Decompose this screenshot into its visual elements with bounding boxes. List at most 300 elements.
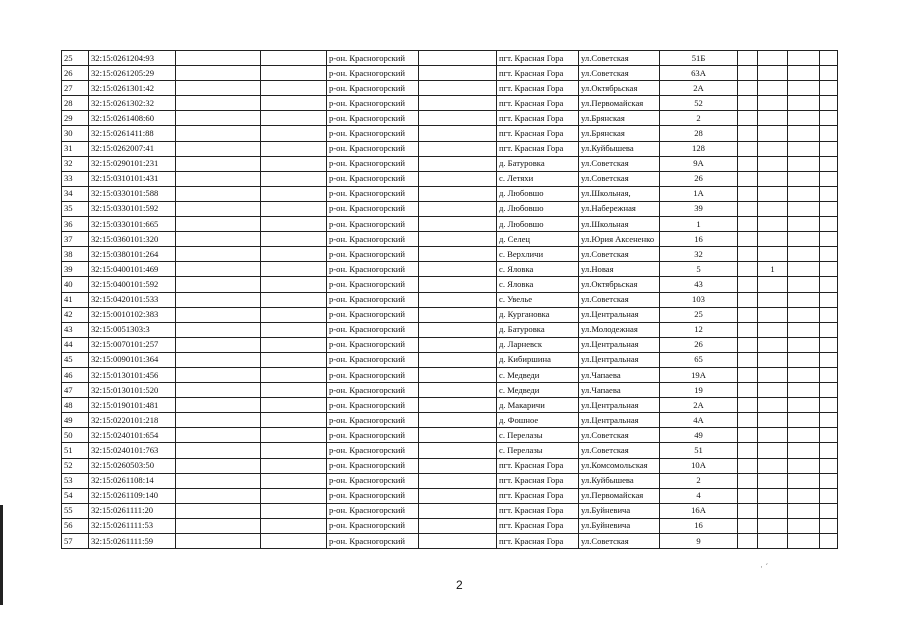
district-cell: р-он. Красногорский — [327, 201, 419, 216]
cadastral-number-cell: 32:15:0261111:20 — [89, 503, 176, 518]
empty-cell — [176, 141, 261, 156]
extra-mark-cell — [758, 186, 788, 201]
empty-cell — [738, 247, 758, 262]
street-cell: ул.Первомайская — [579, 96, 660, 111]
cadastral-number-cell: 32:15:0400101:592 — [89, 277, 176, 292]
empty-cell — [261, 66, 327, 81]
empty-cell — [820, 126, 838, 141]
street-cell: ул.Буйневича — [579, 503, 660, 518]
empty-cell — [820, 473, 838, 488]
empty-cell — [738, 503, 758, 518]
empty-cell — [788, 81, 820, 96]
empty-cell — [176, 443, 261, 458]
house-number-cell: 128 — [660, 141, 738, 156]
empty-cell — [419, 81, 497, 96]
locality-cell: с. Перелазы — [497, 428, 579, 443]
district-cell: р-он. Красногорский — [327, 322, 419, 337]
extra-mark-cell — [758, 337, 788, 352]
house-number-cell: 16 — [660, 518, 738, 533]
cadastral-number-cell: 32:15:0290101:231 — [89, 156, 176, 171]
street-cell: ул.Буйневича — [579, 518, 660, 533]
empty-cell — [738, 81, 758, 96]
empty-cell — [820, 307, 838, 322]
table-row — [62, 292, 838, 307]
empty-cell — [820, 96, 838, 111]
empty-cell — [788, 201, 820, 216]
street-cell: ул.Октябрьская — [579, 81, 660, 96]
empty-cell — [788, 51, 820, 66]
extra-mark-cell — [758, 66, 788, 81]
empty-cell — [738, 126, 758, 141]
empty-cell — [738, 66, 758, 81]
row-number-cell: 40 — [62, 277, 89, 292]
empty-cell — [820, 428, 838, 443]
extra-mark-cell — [758, 307, 788, 322]
district-cell: р-он. Красногорский — [327, 277, 419, 292]
empty-cell — [820, 81, 838, 96]
locality-cell: пгт. Красная Гора — [497, 473, 579, 488]
row-number-cell: 37 — [62, 232, 89, 247]
table-row — [62, 201, 838, 216]
street-cell: ул.Советская — [579, 534, 660, 549]
table-row — [62, 262, 838, 277]
cadastral-number-cell: 32:15:0261111:59 — [89, 534, 176, 549]
empty-cell — [788, 156, 820, 171]
district-cell: р-он. Красногорский — [327, 186, 419, 201]
empty-cell — [788, 186, 820, 201]
empty-cell — [788, 518, 820, 533]
empty-cell — [261, 383, 327, 398]
empty-cell — [176, 186, 261, 201]
cadastral-number-cell: 32:15:0261205:29 — [89, 66, 176, 81]
district-cell: р-он. Красногорский — [327, 66, 419, 81]
empty-cell — [820, 156, 838, 171]
street-cell: ул.Советская — [579, 443, 660, 458]
empty-cell — [419, 398, 497, 413]
property-registry-table — [61, 50, 838, 549]
table-row — [62, 156, 838, 171]
empty-cell — [788, 66, 820, 81]
extra-mark-cell — [758, 51, 788, 66]
extra-mark-cell — [758, 232, 788, 247]
empty-cell — [788, 322, 820, 337]
table-row — [62, 51, 838, 66]
empty-cell — [419, 111, 497, 126]
empty-cell — [820, 277, 838, 292]
district-cell: р-он. Красногорский — [327, 217, 419, 232]
row-number-cell: 31 — [62, 141, 89, 156]
empty-cell — [176, 156, 261, 171]
locality-cell: пгт. Красная Гора — [497, 51, 579, 66]
row-number-cell: 35 — [62, 201, 89, 216]
table-row — [62, 337, 838, 352]
row-number-cell: 27 — [62, 81, 89, 96]
street-cell: ул.Юрия Аксененко — [579, 232, 660, 247]
street-cell: ул.Чапаева — [579, 383, 660, 398]
locality-cell: с. Яловка — [497, 262, 579, 277]
street-cell: ул.Первомайская — [579, 488, 660, 503]
cadastral-number-cell: 32:15:0130101:456 — [89, 367, 176, 382]
empty-cell — [738, 352, 758, 367]
empty-cell — [176, 458, 261, 473]
empty-cell — [738, 413, 758, 428]
empty-cell — [820, 367, 838, 382]
empty-cell — [788, 398, 820, 413]
extra-mark-cell — [758, 171, 788, 186]
extra-mark-cell — [758, 292, 788, 307]
empty-cell — [261, 488, 327, 503]
street-cell: ул.Брянская — [579, 111, 660, 126]
extra-mark-cell: 1 — [758, 262, 788, 277]
extra-mark-cell — [758, 277, 788, 292]
empty-cell — [261, 186, 327, 201]
extra-mark-cell — [758, 488, 788, 503]
empty-cell — [419, 367, 497, 382]
district-cell: р-он. Красногорский — [327, 458, 419, 473]
empty-cell — [788, 367, 820, 382]
cadastral-number-cell: 32:15:0330101:665 — [89, 217, 176, 232]
row-number-cell: 38 — [62, 247, 89, 262]
district-cell: р-он. Красногорский — [327, 488, 419, 503]
empty-cell — [788, 473, 820, 488]
cadastral-number-cell: 32:15:0380101:264 — [89, 247, 176, 262]
cadastral-number-cell: 32:15:0260503:50 — [89, 458, 176, 473]
empty-cell — [788, 171, 820, 186]
empty-cell — [820, 186, 838, 201]
extra-mark-cell — [758, 201, 788, 216]
row-number-cell: 51 — [62, 443, 89, 458]
district-cell: р-он. Красногорский — [327, 247, 419, 262]
table-row — [62, 96, 838, 111]
empty-cell — [176, 428, 261, 443]
empty-cell — [176, 232, 261, 247]
table-row — [62, 307, 838, 322]
house-number-cell: 26 — [660, 337, 738, 352]
row-number-cell: 49 — [62, 413, 89, 428]
house-number-cell: 43 — [660, 277, 738, 292]
empty-cell — [788, 458, 820, 473]
house-number-cell: 19А — [660, 367, 738, 382]
locality-cell: с. Верхличи — [497, 247, 579, 262]
locality-cell: пгт. Красная Гора — [497, 503, 579, 518]
row-number-cell: 29 — [62, 111, 89, 126]
empty-cell — [419, 428, 497, 443]
extra-mark-cell — [758, 458, 788, 473]
empty-cell — [820, 383, 838, 398]
empty-cell — [261, 458, 327, 473]
empty-cell — [738, 473, 758, 488]
locality-cell: д. Кургановка — [497, 307, 579, 322]
empty-cell — [176, 398, 261, 413]
empty-cell — [788, 111, 820, 126]
street-cell: ул.Брянская — [579, 126, 660, 141]
empty-cell — [419, 247, 497, 262]
house-number-cell: 5 — [660, 262, 738, 277]
district-cell: р-он. Красногорский — [327, 398, 419, 413]
locality-cell: пгт. Красная Гора — [497, 458, 579, 473]
cadastral-number-cell: 32:15:0240101:654 — [89, 428, 176, 443]
house-number-cell: 51 — [660, 443, 738, 458]
extra-mark-cell — [758, 428, 788, 443]
locality-cell: пгт. Красная Гора — [497, 126, 579, 141]
table-row — [62, 126, 838, 141]
table-row — [62, 217, 838, 232]
empty-cell — [176, 292, 261, 307]
locality-cell: с. Яловка — [497, 277, 579, 292]
table-row — [62, 171, 838, 186]
locality-cell: пгт. Красная Гора — [497, 488, 579, 503]
row-number-cell: 47 — [62, 383, 89, 398]
empty-cell — [176, 503, 261, 518]
page-number: 2 — [456, 578, 463, 592]
street-cell: ул.Советская — [579, 66, 660, 81]
empty-cell — [419, 141, 497, 156]
empty-cell — [738, 51, 758, 66]
empty-cell — [261, 534, 327, 549]
district-cell: р-он. Красногорский — [327, 443, 419, 458]
house-number-cell: 32 — [660, 247, 738, 262]
cadastral-number-cell: 32:15:0400101:469 — [89, 262, 176, 277]
street-cell: ул.Чапаева — [579, 367, 660, 382]
locality-cell: д. Селец — [497, 232, 579, 247]
row-number-cell: 30 — [62, 126, 89, 141]
empty-cell — [261, 428, 327, 443]
locality-cell: д. Любовшо — [497, 201, 579, 216]
row-number-cell: 45 — [62, 352, 89, 367]
empty-cell — [738, 186, 758, 201]
empty-cell — [261, 367, 327, 382]
empty-cell — [820, 141, 838, 156]
empty-cell — [788, 413, 820, 428]
cadastral-number-cell: 32:15:0261204:93 — [89, 51, 176, 66]
empty-cell — [176, 518, 261, 533]
cadastral-number-cell: 32:15:0261108:14 — [89, 473, 176, 488]
street-cell: ул.Комсомольская — [579, 458, 660, 473]
house-number-cell: 51Б — [660, 51, 738, 66]
empty-cell — [419, 458, 497, 473]
empty-cell — [419, 171, 497, 186]
table-row — [62, 352, 838, 367]
district-cell: р-он. Красногорский — [327, 383, 419, 398]
empty-cell — [820, 413, 838, 428]
row-number-cell: 54 — [62, 488, 89, 503]
house-number-cell: 49 — [660, 428, 738, 443]
locality-cell: пгт. Красная Гора — [497, 534, 579, 549]
locality-cell: пгт. Красная Гора — [497, 66, 579, 81]
locality-cell: д. Фошное — [497, 413, 579, 428]
row-number-cell: 32 — [62, 156, 89, 171]
empty-cell — [738, 488, 758, 503]
row-number-cell: 41 — [62, 292, 89, 307]
scan-speck-decoration: · ´ — [760, 562, 769, 572]
scan-page-edge — [0, 505, 3, 605]
cadastral-number-cell: 32:15:0090101:364 — [89, 352, 176, 367]
row-number-cell: 26 — [62, 66, 89, 81]
empty-cell — [176, 337, 261, 352]
table-row — [62, 367, 838, 382]
table-row — [62, 518, 838, 533]
empty-cell — [261, 277, 327, 292]
empty-cell — [738, 443, 758, 458]
empty-cell — [419, 126, 497, 141]
empty-cell — [820, 201, 838, 216]
empty-cell — [419, 322, 497, 337]
house-number-cell: 19 — [660, 383, 738, 398]
street-cell: ул.Центральная — [579, 307, 660, 322]
house-number-cell: 103 — [660, 292, 738, 307]
empty-cell — [176, 413, 261, 428]
cadastral-number-cell: 32:15:0261408:60 — [89, 111, 176, 126]
empty-cell — [261, 156, 327, 171]
empty-cell — [788, 443, 820, 458]
empty-cell — [176, 277, 261, 292]
locality-cell: д. Любовшо — [497, 217, 579, 232]
empty-cell — [820, 171, 838, 186]
empty-cell — [261, 111, 327, 126]
district-cell: р-он. Красногорский — [327, 518, 419, 533]
street-cell: ул.Центральная — [579, 398, 660, 413]
street-cell: ул.Центральная — [579, 413, 660, 428]
street-cell: ул.Школьная — [579, 217, 660, 232]
row-number-cell: 34 — [62, 186, 89, 201]
table-row — [62, 383, 838, 398]
empty-cell — [788, 262, 820, 277]
empty-cell — [788, 488, 820, 503]
row-number-cell: 50 — [62, 428, 89, 443]
cadastral-number-cell: 32:15:0051303:3 — [89, 322, 176, 337]
empty-cell — [820, 443, 838, 458]
house-number-cell: 4 — [660, 488, 738, 503]
empty-cell — [176, 367, 261, 382]
locality-cell: д. Любовшо — [497, 186, 579, 201]
district-cell: р-он. Красногорский — [327, 503, 419, 518]
house-number-cell: 1А — [660, 186, 738, 201]
empty-cell — [176, 111, 261, 126]
house-number-cell: 16 — [660, 232, 738, 247]
row-number-cell: 44 — [62, 337, 89, 352]
district-cell: р-он. Красногорский — [327, 307, 419, 322]
empty-cell — [261, 413, 327, 428]
house-number-cell: 4А — [660, 413, 738, 428]
row-number-cell: 39 — [62, 262, 89, 277]
empty-cell — [820, 534, 838, 549]
table-row — [62, 458, 838, 473]
table-row — [62, 398, 838, 413]
empty-cell — [261, 292, 327, 307]
house-number-cell: 9 — [660, 534, 738, 549]
extra-mark-cell — [758, 352, 788, 367]
street-cell: ул.Центральная — [579, 337, 660, 352]
extra-mark-cell — [758, 413, 788, 428]
extra-mark-cell — [758, 518, 788, 533]
cadastral-number-cell: 32:15:0240101:763 — [89, 443, 176, 458]
empty-cell — [820, 518, 838, 533]
table-row — [62, 277, 838, 292]
street-cell: ул.Куйбышева — [579, 141, 660, 156]
house-number-cell: 39 — [660, 201, 738, 216]
empty-cell — [419, 307, 497, 322]
empty-cell — [261, 307, 327, 322]
table-row — [62, 413, 838, 428]
district-cell: р-он. Красногорский — [327, 171, 419, 186]
cadastral-number-cell: 32:15:0261301:42 — [89, 81, 176, 96]
empty-cell — [419, 292, 497, 307]
district-cell: р-он. Красногорский — [327, 292, 419, 307]
empty-cell — [738, 262, 758, 277]
house-number-cell: 65 — [660, 352, 738, 367]
empty-cell — [261, 503, 327, 518]
row-number-cell: 36 — [62, 217, 89, 232]
extra-mark-cell — [758, 383, 788, 398]
table-row — [62, 141, 838, 156]
empty-cell — [261, 443, 327, 458]
street-cell: ул.Школьная, — [579, 186, 660, 201]
empty-cell — [176, 171, 261, 186]
empty-cell — [788, 277, 820, 292]
empty-cell — [176, 488, 261, 503]
district-cell: р-он. Красногорский — [327, 96, 419, 111]
district-cell: р-он. Красногорский — [327, 428, 419, 443]
empty-cell — [176, 247, 261, 262]
empty-cell — [261, 96, 327, 111]
row-number-cell: 55 — [62, 503, 89, 518]
locality-cell: с. Увелье — [497, 292, 579, 307]
empty-cell — [738, 111, 758, 126]
empty-cell — [788, 96, 820, 111]
locality-cell: с. Медведи — [497, 367, 579, 382]
row-number-cell: 46 — [62, 367, 89, 382]
empty-cell — [176, 307, 261, 322]
cadastral-number-cell: 32:15:0010102:383 — [89, 307, 176, 322]
house-number-cell: 25 — [660, 307, 738, 322]
empty-cell — [419, 96, 497, 111]
empty-cell — [788, 232, 820, 247]
empty-cell — [788, 292, 820, 307]
house-number-cell: 2 — [660, 473, 738, 488]
district-cell: р-он. Красногорский — [327, 51, 419, 66]
district-cell: р-он. Красногорский — [327, 367, 419, 382]
row-number-cell: 42 — [62, 307, 89, 322]
extra-mark-cell — [758, 534, 788, 549]
cadastral-number-cell: 32:15:0360101:320 — [89, 232, 176, 247]
empty-cell — [419, 473, 497, 488]
empty-cell — [261, 352, 327, 367]
empty-cell — [261, 141, 327, 156]
empty-cell — [738, 141, 758, 156]
empty-cell — [738, 232, 758, 247]
empty-cell — [261, 51, 327, 66]
street-cell: ул.Центральная — [579, 352, 660, 367]
row-number-cell: 33 — [62, 171, 89, 186]
street-cell: ул.Советская — [579, 428, 660, 443]
cadastral-number-cell: 32:15:0420101:533 — [89, 292, 176, 307]
locality-cell: д. Батуровка — [497, 156, 579, 171]
extra-mark-cell — [758, 111, 788, 126]
district-cell: р-он. Красногорский — [327, 111, 419, 126]
empty-cell — [820, 488, 838, 503]
empty-cell — [419, 186, 497, 201]
district-cell: р-он. Красногорский — [327, 534, 419, 549]
empty-cell — [738, 398, 758, 413]
extra-mark-cell — [758, 141, 788, 156]
row-number-cell: 57 — [62, 534, 89, 549]
locality-cell: пгт. Красная Гора — [497, 96, 579, 111]
table-row — [62, 322, 838, 337]
empty-cell — [419, 352, 497, 367]
street-cell: ул.Куйбышева — [579, 473, 660, 488]
empty-cell — [419, 443, 497, 458]
empty-cell — [176, 322, 261, 337]
